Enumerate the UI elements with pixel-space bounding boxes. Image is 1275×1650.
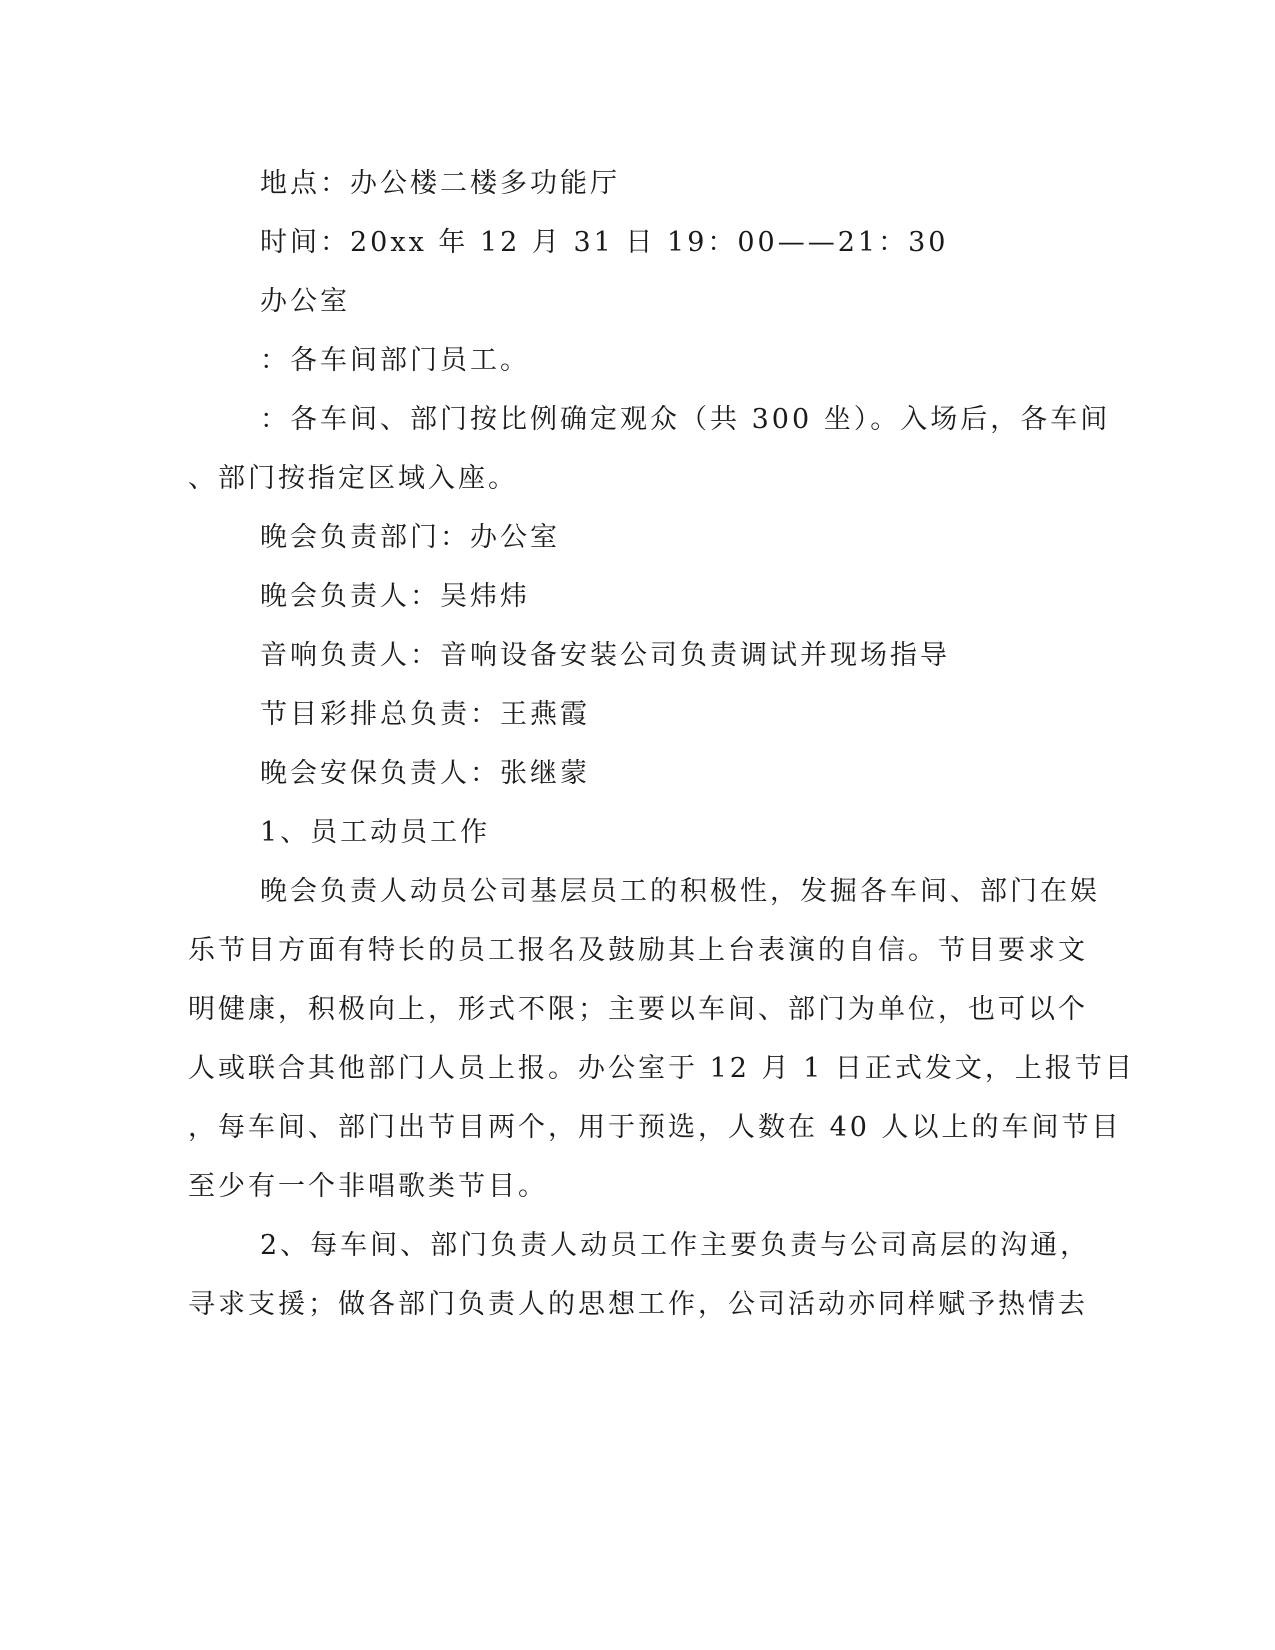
paragraph-1-line-5: ，每车间、部门出节目两个，用于预选，人数在 40 人以上的车间节目	[188, 1112, 1122, 1143]
organizer-line: 办公室	[260, 286, 350, 317]
paragraph-2-line-2: 寻求支援；做各部门负责人的思想工作，公司活动亦同样赋予热情去	[188, 1289, 1088, 1320]
participants-line: ：各车间部门员工。	[260, 345, 530, 376]
responsible-department-line: 晚会负责部门：办公室	[260, 522, 560, 553]
audience-line-continued: 、部门按指定区域入座。	[188, 463, 518, 494]
paragraph-1-line-1: 晚会负责人动员公司基层员工的积极性，发掘各车间、部门在娱	[260, 876, 1100, 907]
paragraph-1-line-4: 人或联合其他部门人员上报。办公室于 12 月 1 日正式发文，上报节目	[188, 1053, 1135, 1084]
rehearsal-responsible-line: 节目彩排总负责：王燕霞	[260, 699, 590, 730]
audio-responsible-line: 音响负责人：音响设备安装公司负责调试并现场指导	[260, 640, 950, 671]
venue-line: 地点：办公楼二楼多功能厅	[260, 168, 620, 199]
paragraph-1-line-6: 至少有一个非唱歌类节目。	[188, 1171, 548, 1202]
security-responsible-line: 晚会安保负责人：张继蒙	[260, 758, 590, 789]
paragraph-1-line-3: 明健康，积极向上，形式不限；主要以车间、部门为单位，也可以个	[188, 994, 1088, 1025]
paragraph-1-line-2: 乐节目方面有特长的员工报名及鼓励其上台表演的自信。节目要求文	[188, 935, 1088, 966]
responsible-person-line: 晚会负责人：吴炜炜	[260, 581, 530, 612]
section-heading-1: 1、员工动员工作	[260, 817, 491, 848]
audience-line: ：各车间、部门按比例确定观众（共 300 坐）。入场后，各车间	[260, 404, 1111, 435]
time-line: 时间：20xx 年 12 月 31 日 19：00——21：30	[260, 227, 949, 258]
paragraph-2-line-1: 2、每车间、部门负责人动员工作主要负责与公司高层的沟通，	[260, 1230, 1091, 1261]
